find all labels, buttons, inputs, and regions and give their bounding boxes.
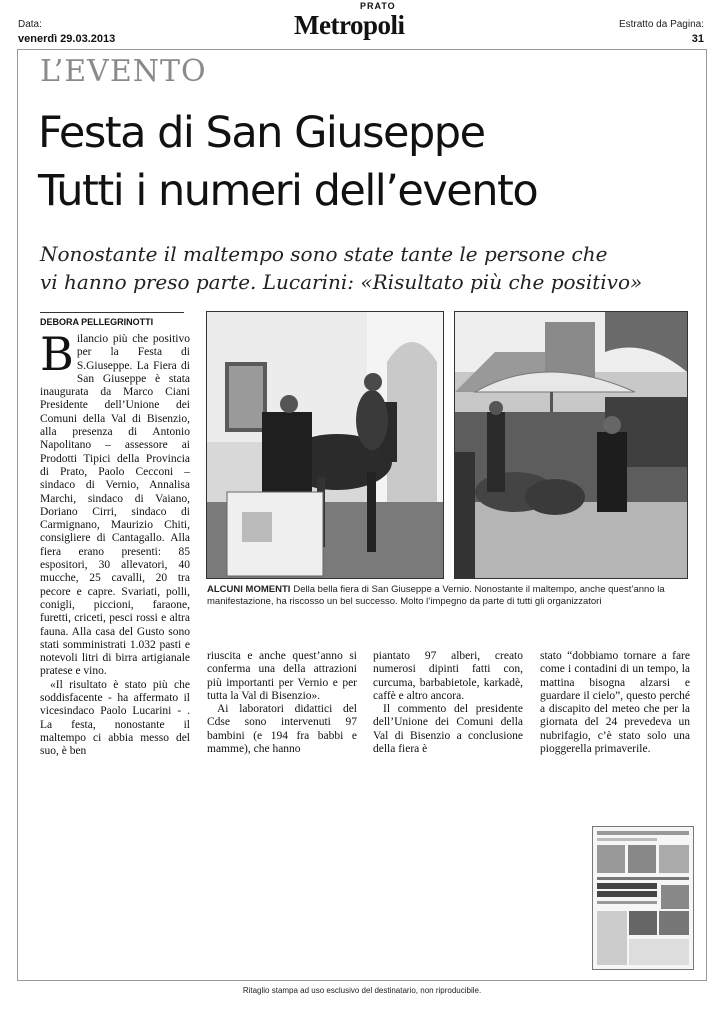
photo-donkey-ride [206, 311, 444, 579]
article-column-4 [540, 650, 690, 756]
caption-title: ALCUNI MOMENTI [207, 584, 291, 595]
article-paragraph: piantato 97 alberi, creato numerosi dipinti fatti con, curcuma, barbabietole, karkadè, caffè e altro ancora. [373, 650, 523, 702]
photo-caption [207, 584, 687, 608]
article-column-2 [207, 650, 357, 756]
byline: DEBORA PELLEGRINOTTI [40, 312, 184, 327]
headline-line-2: Tutti i numeri dell’evento [38, 166, 538, 216]
article-column-1 [40, 327, 190, 759]
subheadline-line-1: Nonostante il maltempo sono state tante le persone che [40, 242, 608, 266]
footer-notice: Ritaglio stampa ad uso esclusivo del destinatario, non riproducibile. [242, 986, 482, 995]
article-column-3 [373, 650, 523, 756]
article-paragraph [40, 327, 190, 679]
drop-cap: B [40, 327, 74, 381]
photo-donkey-ride-image [207, 312, 443, 578]
article-paragraph: Ai laboratori didattici del Cdse sono intervenuti 97 bambini (e 194 fra babbi e mamme), che hanno [207, 703, 357, 756]
headline [38, 104, 537, 220]
publication-date: venerdì 29.03.2013 [18, 33, 116, 45]
photo-market-stalls [454, 311, 688, 579]
page-label: Estratto da Pagina: [618, 19, 704, 30]
paragraph-text: ilancio più che positivo per la Festa di S.Giuseppe. La Fiera di San Giuseppe è stata inaugurata da Marco Ciani Presidente dell’Unione dei Comuni della Val di Bisenzio, alla presenza di Antonio Napolitano – assessore ai Prodotti Tipici della Provincia di Prato, Paolo Cecconi – sindaco di Vernio, Annalisa Marchi, sindaco di Vaiano, Doriano Cirri, sindaco di Carmignano, Maurizio Chiti, consigliere di Cantagallo. Alla fiera erano presenti: 85 espositori, 30 allevatori, 40 mucche, 25 cavalli, 20 tra pecore e capre. Svariati, polli, conigli, piccioni, faraone, furetti, criceti, pesci rossi e altra fauna. Alla casa del Gusto sono stati somministrati 1.032 pasti e notevoli litri di birra artigianale pratese e vino. [40, 333, 190, 678]
page-thumbnail [592, 826, 694, 970]
headline-line-1: Festa di San Giuseppe [38, 108, 485, 158]
section-kicker: L’EVENTO [40, 54, 207, 89]
article-paragraph: Il commento del presidente dell’Unione dei Comuni della Val di Bisenzio a conclusione della fiera è [373, 703, 523, 756]
date-label: Data: [18, 19, 42, 30]
page-number: 31 [691, 33, 704, 45]
page-thumbnail-image [593, 827, 693, 969]
article-paragraph: riuscita e anche quest’anno si conferma una della attrazioni più importanti per Vernio e per tutta la Val di Bisenzio». [207, 650, 357, 702]
article-paragraph: stato “dobbiamo tornare a fare come i contadini di un tempo, la mattina bisogna alzarsi e guardare il cielo”, questo perché a discapito del meteo che per la giornata del 24 prevedeva un nubrifagio, c’è stato solo una pioggerella primaverile. [540, 650, 690, 756]
logo-title: Metropoli [294, 10, 405, 40]
logo-city: PRATO [360, 1, 396, 11]
subheadline-line-2: vi hanno preso parte. Lucarini: «Risultato più che positivo» [40, 270, 643, 294]
caption-text: Della bella fiera di San Giuseppe a Vernio. Nonostante il maltempo, anche quest’anno la manifestazione, ha riscosso un bel successo. Molto l’impegno da parte di tutti gli organizzatori [207, 584, 665, 607]
photo-market-stalls-image [455, 312, 687, 578]
article-paragraph: «Il risultato è stato più che soddisfacente - ha affermato il vicesindaco Paolo Lucarini - . La festa, nonostante il maltempo ci abbia messo del suo, è ben [40, 678, 190, 758]
newspaper-logo [294, 2, 434, 44]
subheadline [40, 240, 642, 296]
